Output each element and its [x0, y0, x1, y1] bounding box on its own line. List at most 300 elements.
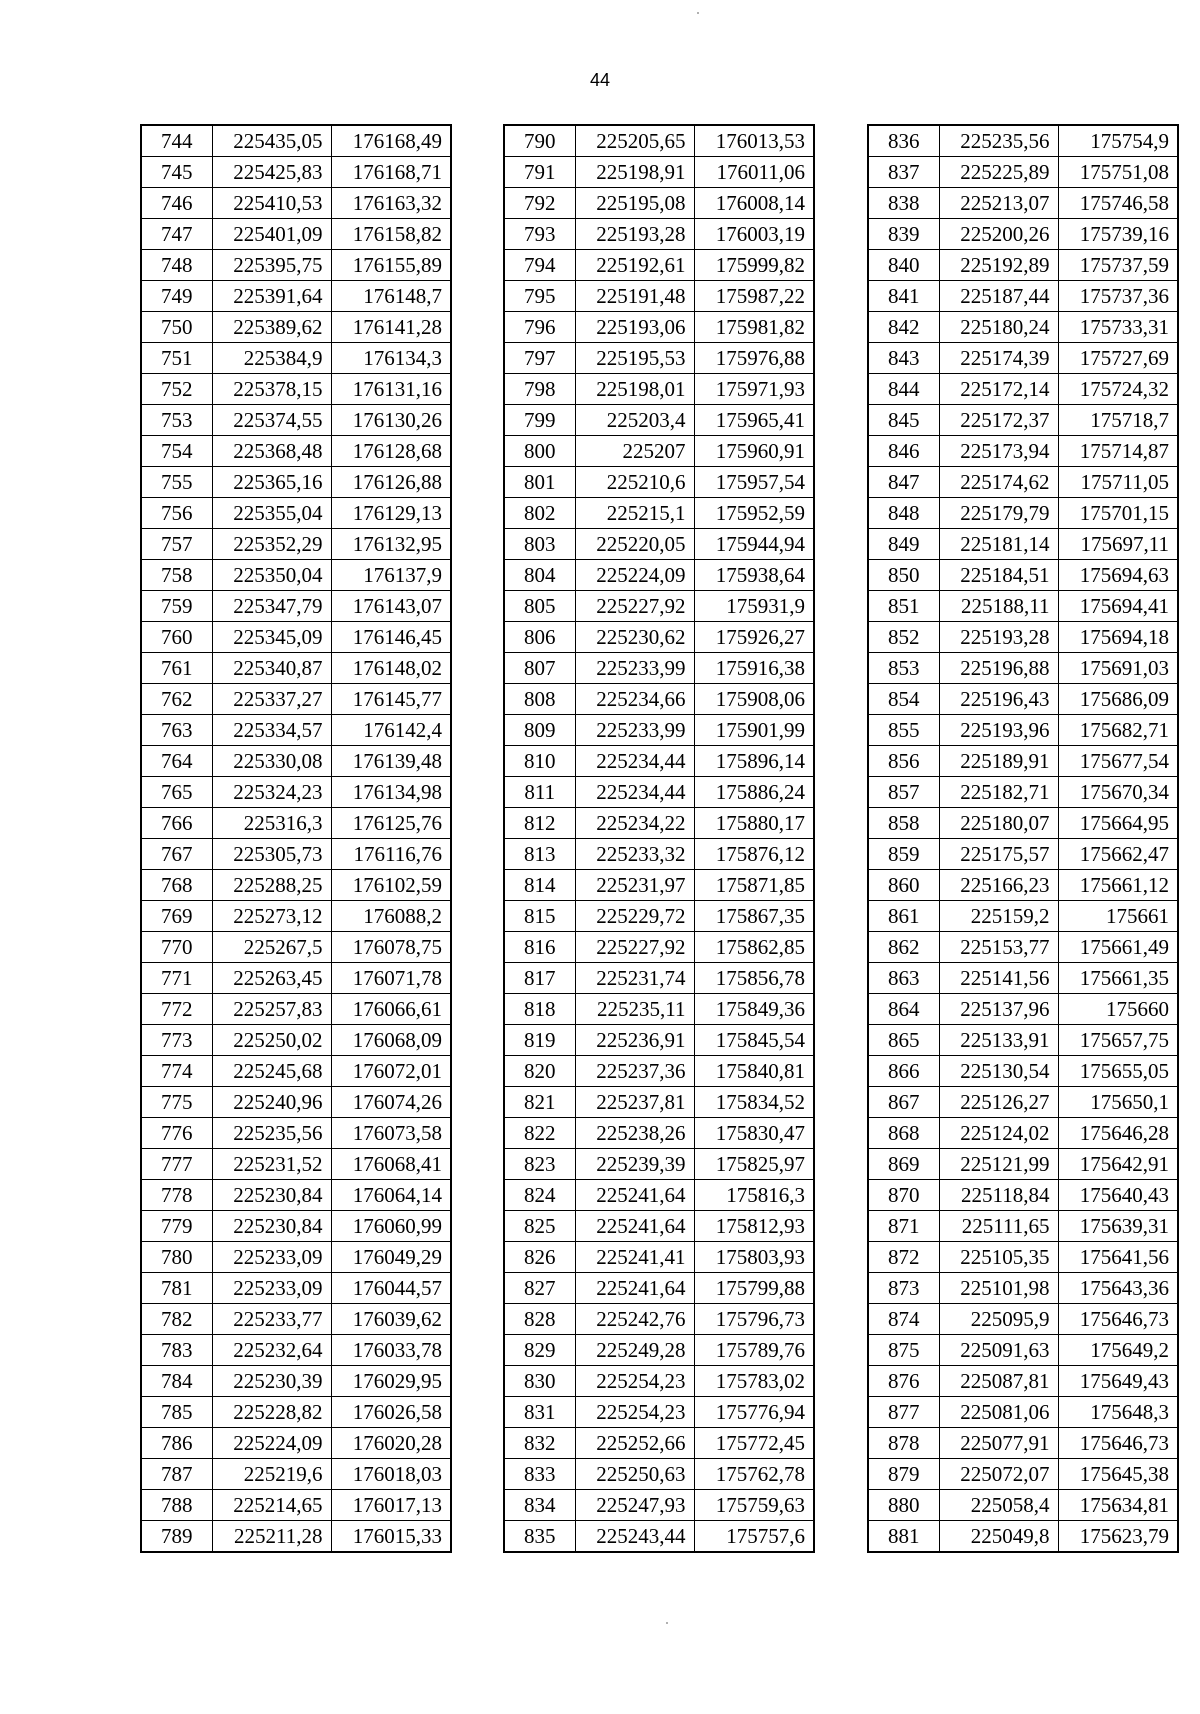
table-row — [141, 1211, 451, 1242]
table-row — [868, 188, 1178, 219]
y-coordinate-cell: 175694,18 — [1058, 622, 1178, 653]
y-coordinate-cell: 175751,08 — [1058, 157, 1178, 188]
y-coordinate-cell: 176026,58 — [331, 1397, 451, 1428]
point-number-cell: 836 — [868, 125, 939, 157]
table-row — [504, 746, 814, 777]
point-number-cell: 807 — [504, 653, 575, 684]
y-coordinate-cell: 176141,28 — [331, 312, 451, 343]
y-coordinate-cell: 175657,75 — [1058, 1025, 1178, 1056]
y-coordinate-cell: 175645,38 — [1058, 1459, 1178, 1490]
point-number-cell: 840 — [868, 250, 939, 281]
point-number-cell: 763 — [141, 715, 212, 746]
point-number-cell: 805 — [504, 591, 575, 622]
y-coordinate-cell: 175871,85 — [694, 870, 814, 901]
table-row — [868, 219, 1178, 250]
point-number-cell: 757 — [141, 529, 212, 560]
y-coordinate-cell: 175737,36 — [1058, 281, 1178, 312]
y-coordinate-cell: 176146,45 — [331, 622, 451, 653]
y-coordinate-cell: 175642,91 — [1058, 1149, 1178, 1180]
y-coordinate-cell: 175623,79 — [1058, 1521, 1178, 1553]
table-row — [868, 1087, 1178, 1118]
table-row — [504, 1490, 814, 1521]
y-coordinate-cell: 175759,63 — [694, 1490, 814, 1521]
x-coordinate-cell: 225184,51 — [939, 560, 1058, 591]
x-coordinate-cell: 225081,06 — [939, 1397, 1058, 1428]
point-number-cell: 839 — [868, 219, 939, 250]
x-coordinate-cell: 225257,83 — [212, 994, 331, 1025]
table-row — [141, 157, 451, 188]
x-coordinate-cell: 225077,91 — [939, 1428, 1058, 1459]
table-row — [141, 684, 451, 715]
y-coordinate-cell: 175944,94 — [694, 529, 814, 560]
x-coordinate-cell: 225230,39 — [212, 1366, 331, 1397]
x-coordinate-cell: 225121,99 — [939, 1149, 1058, 1180]
x-coordinate-cell: 225192,61 — [575, 250, 694, 281]
x-coordinate-cell: 225435,05 — [212, 125, 331, 157]
table-row — [868, 560, 1178, 591]
x-coordinate-cell: 225254,23 — [575, 1397, 694, 1428]
table-row — [504, 1366, 814, 1397]
y-coordinate-cell: 175650,1 — [1058, 1087, 1178, 1118]
y-coordinate-cell: 175957,54 — [694, 467, 814, 498]
x-coordinate-cell: 225200,26 — [939, 219, 1058, 250]
point-number-cell: 804 — [504, 560, 575, 591]
x-coordinate-cell: 225229,72 — [575, 901, 694, 932]
x-coordinate-cell: 225214,65 — [212, 1490, 331, 1521]
table-row — [141, 1459, 451, 1490]
x-coordinate-cell: 225410,53 — [212, 188, 331, 219]
x-coordinate-cell: 225195,53 — [575, 343, 694, 374]
y-coordinate-cell: 176011,06 — [694, 157, 814, 188]
x-coordinate-cell: 225241,64 — [575, 1180, 694, 1211]
table-row — [504, 1180, 814, 1211]
x-coordinate-cell: 225049,8 — [939, 1521, 1058, 1553]
table-row — [141, 1490, 451, 1521]
y-coordinate-cell: 175661,49 — [1058, 932, 1178, 963]
x-coordinate-cell: 225230,84 — [212, 1180, 331, 1211]
table-row — [504, 1304, 814, 1335]
table-row — [141, 808, 451, 839]
x-coordinate-cell: 225210,6 — [575, 467, 694, 498]
y-coordinate-cell: 176088,2 — [331, 901, 451, 932]
y-coordinate-cell: 175648,3 — [1058, 1397, 1178, 1428]
y-coordinate-cell: 175896,14 — [694, 746, 814, 777]
table-row — [504, 125, 814, 157]
point-number-cell: 775 — [141, 1087, 212, 1118]
point-number-cell: 877 — [868, 1397, 939, 1428]
y-coordinate-cell: 175926,27 — [694, 622, 814, 653]
table-row — [504, 1118, 814, 1149]
x-coordinate-cell: 225384,9 — [212, 343, 331, 374]
point-number-cell: 751 — [141, 343, 212, 374]
y-coordinate-cell: 176139,48 — [331, 746, 451, 777]
table-row — [504, 529, 814, 560]
point-number-cell: 764 — [141, 746, 212, 777]
y-coordinate-cell: 175825,97 — [694, 1149, 814, 1180]
x-coordinate-cell: 225133,91 — [939, 1025, 1058, 1056]
x-coordinate-cell: 225243,44 — [575, 1521, 694, 1553]
point-number-cell: 799 — [504, 405, 575, 436]
y-coordinate-cell: 175981,82 — [694, 312, 814, 343]
y-coordinate-cell: 176066,61 — [331, 994, 451, 1025]
y-coordinate-cell: 175796,73 — [694, 1304, 814, 1335]
y-coordinate-cell: 176128,68 — [331, 436, 451, 467]
y-coordinate-cell: 176020,28 — [331, 1428, 451, 1459]
point-number-cell: 755 — [141, 467, 212, 498]
point-number-cell: 834 — [504, 1490, 575, 1521]
y-coordinate-cell: 176125,76 — [331, 808, 451, 839]
table-row — [504, 219, 814, 250]
y-coordinate-cell: 175686,09 — [1058, 684, 1178, 715]
y-coordinate-cell: 175849,36 — [694, 994, 814, 1025]
table-row — [868, 777, 1178, 808]
point-number-cell: 868 — [868, 1118, 939, 1149]
table-row — [868, 1428, 1178, 1459]
point-number-cell: 810 — [504, 746, 575, 777]
point-number-cell: 808 — [504, 684, 575, 715]
point-number-cell: 848 — [868, 498, 939, 529]
point-number-cell: 820 — [504, 1056, 575, 1087]
y-coordinate-cell: 175816,3 — [694, 1180, 814, 1211]
x-coordinate-cell: 225228,82 — [212, 1397, 331, 1428]
table-row — [141, 963, 451, 994]
point-number-cell: 850 — [868, 560, 939, 591]
x-coordinate-cell: 225225,89 — [939, 157, 1058, 188]
point-number-cell: 845 — [868, 405, 939, 436]
x-coordinate-cell: 225180,24 — [939, 312, 1058, 343]
table-row — [868, 1025, 1178, 1056]
y-coordinate-cell: 175660 — [1058, 994, 1178, 1025]
table-row — [868, 715, 1178, 746]
table-row — [141, 622, 451, 653]
y-coordinate-cell: 176143,07 — [331, 591, 451, 622]
y-coordinate-cell: 176060,99 — [331, 1211, 451, 1242]
y-coordinate-cell: 175976,88 — [694, 343, 814, 374]
x-coordinate-cell: 225091,63 — [939, 1335, 1058, 1366]
table-row — [504, 870, 814, 901]
y-coordinate-cell: 176132,95 — [331, 529, 451, 560]
point-number-cell: 785 — [141, 1397, 212, 1428]
y-coordinate-cell: 175960,91 — [694, 436, 814, 467]
point-number-cell: 878 — [868, 1428, 939, 1459]
x-coordinate-cell: 225232,64 — [212, 1335, 331, 1366]
x-coordinate-cell: 225267,5 — [212, 932, 331, 963]
table-row — [141, 1056, 451, 1087]
point-number-cell: 822 — [504, 1118, 575, 1149]
table-row — [868, 1335, 1178, 1366]
table-row — [141, 1025, 451, 1056]
x-coordinate-cell: 225173,94 — [939, 436, 1058, 467]
y-coordinate-cell: 175762,78 — [694, 1459, 814, 1490]
y-coordinate-cell: 176129,13 — [331, 498, 451, 529]
y-coordinate-cell: 175772,45 — [694, 1428, 814, 1459]
table-row — [141, 932, 451, 963]
table-row — [504, 560, 814, 591]
y-coordinate-cell: 176158,82 — [331, 219, 451, 250]
x-coordinate-cell: 225233,09 — [212, 1273, 331, 1304]
y-coordinate-cell: 176130,26 — [331, 405, 451, 436]
point-number-cell: 781 — [141, 1273, 212, 1304]
table-row — [504, 498, 814, 529]
x-coordinate-cell: 225219,6 — [212, 1459, 331, 1490]
x-coordinate-cell: 225345,09 — [212, 622, 331, 653]
x-coordinate-cell: 225352,29 — [212, 529, 331, 560]
table-row — [868, 405, 1178, 436]
coordinate-table-3 — [867, 124, 1179, 1553]
y-coordinate-cell: 175901,99 — [694, 715, 814, 746]
x-coordinate-cell: 225072,07 — [939, 1459, 1058, 1490]
point-number-cell: 782 — [141, 1304, 212, 1335]
point-number-cell: 852 — [868, 622, 939, 653]
point-number-cell: 756 — [141, 498, 212, 529]
x-coordinate-cell: 225238,26 — [575, 1118, 694, 1149]
x-coordinate-cell: 225249,28 — [575, 1335, 694, 1366]
x-coordinate-cell: 225130,54 — [939, 1056, 1058, 1087]
point-number-cell: 747 — [141, 219, 212, 250]
x-coordinate-cell: 225166,23 — [939, 870, 1058, 901]
x-coordinate-cell: 225425,83 — [212, 157, 331, 188]
table-row — [868, 963, 1178, 994]
y-coordinate-cell: 176015,33 — [331, 1521, 451, 1553]
table-row — [504, 591, 814, 622]
table-row — [504, 684, 814, 715]
point-number-cell: 768 — [141, 870, 212, 901]
point-number-cell: 745 — [141, 157, 212, 188]
page-number: 44 — [589, 70, 611, 90]
point-number-cell: 867 — [868, 1087, 939, 1118]
x-coordinate-cell: 225245,68 — [212, 1056, 331, 1087]
point-number-cell: 870 — [868, 1180, 939, 1211]
x-coordinate-cell: 225179,79 — [939, 498, 1058, 529]
y-coordinate-cell: 176126,88 — [331, 467, 451, 498]
x-coordinate-cell: 225365,16 — [212, 467, 331, 498]
y-coordinate-cell: 176134,98 — [331, 777, 451, 808]
x-coordinate-cell: 225233,99 — [575, 653, 694, 684]
point-number-cell: 748 — [141, 250, 212, 281]
x-coordinate-cell: 225205,65 — [575, 125, 694, 157]
table-row — [504, 994, 814, 1025]
y-coordinate-cell: 175655,05 — [1058, 1056, 1178, 1087]
table-row — [868, 994, 1178, 1025]
point-number-cell: 753 — [141, 405, 212, 436]
y-coordinate-cell: 176049,29 — [331, 1242, 451, 1273]
point-number-cell: 833 — [504, 1459, 575, 1490]
table-row — [141, 994, 451, 1025]
y-coordinate-cell: 176018,03 — [331, 1459, 451, 1490]
x-coordinate-cell: 225101,98 — [939, 1273, 1058, 1304]
table-row — [868, 374, 1178, 405]
table-row — [141, 777, 451, 808]
y-coordinate-cell: 175739,16 — [1058, 219, 1178, 250]
point-number-cell: 772 — [141, 994, 212, 1025]
point-number-cell: 847 — [868, 467, 939, 498]
x-coordinate-cell: 225187,44 — [939, 281, 1058, 312]
point-number-cell: 758 — [141, 560, 212, 591]
point-number-cell: 792 — [504, 188, 575, 219]
y-coordinate-cell: 176145,77 — [331, 684, 451, 715]
table-row — [504, 808, 814, 839]
point-number-cell: 786 — [141, 1428, 212, 1459]
point-number-cell: 809 — [504, 715, 575, 746]
table-row — [504, 839, 814, 870]
y-coordinate-cell: 176134,3 — [331, 343, 451, 374]
x-coordinate-cell: 225203,4 — [575, 405, 694, 436]
point-number-cell: 774 — [141, 1056, 212, 1087]
x-coordinate-cell: 225241,64 — [575, 1273, 694, 1304]
table-row — [868, 312, 1178, 343]
point-number-cell: 856 — [868, 746, 939, 777]
x-coordinate-cell: 225058,4 — [939, 1490, 1058, 1521]
x-coordinate-cell: 225231,52 — [212, 1149, 331, 1180]
table-row — [141, 529, 451, 560]
point-number-cell: 760 — [141, 622, 212, 653]
y-coordinate-cell: 176072,01 — [331, 1056, 451, 1087]
table-row — [504, 188, 814, 219]
table-row — [504, 250, 814, 281]
y-coordinate-cell: 176148,02 — [331, 653, 451, 684]
x-coordinate-cell: 225395,75 — [212, 250, 331, 281]
y-coordinate-cell: 176013,53 — [694, 125, 814, 157]
point-number-cell: 806 — [504, 622, 575, 653]
table-row — [141, 746, 451, 777]
y-coordinate-cell: 176039,62 — [331, 1304, 451, 1335]
table-row — [868, 839, 1178, 870]
x-coordinate-cell: 225355,04 — [212, 498, 331, 529]
point-number-cell: 770 — [141, 932, 212, 963]
y-coordinate-cell: 175682,71 — [1058, 715, 1178, 746]
table-row — [141, 1397, 451, 1428]
x-coordinate-cell: 225233,99 — [575, 715, 694, 746]
point-number-cell: 846 — [868, 436, 939, 467]
x-coordinate-cell: 225227,92 — [575, 932, 694, 963]
x-coordinate-cell: 225137,96 — [939, 994, 1058, 1025]
table-row — [141, 1273, 451, 1304]
point-number-cell: 829 — [504, 1335, 575, 1366]
y-coordinate-cell: 175856,78 — [694, 963, 814, 994]
table-row — [504, 405, 814, 436]
point-number-cell: 803 — [504, 529, 575, 560]
point-number-cell: 835 — [504, 1521, 575, 1553]
y-coordinate-cell: 175845,54 — [694, 1025, 814, 1056]
table-row — [141, 1087, 451, 1118]
x-coordinate-cell: 225368,48 — [212, 436, 331, 467]
point-number-cell: 843 — [868, 343, 939, 374]
point-number-cell: 788 — [141, 1490, 212, 1521]
y-coordinate-cell: 175694,63 — [1058, 560, 1178, 591]
point-number-cell: 875 — [868, 1335, 939, 1366]
point-number-cell: 866 — [868, 1056, 939, 1087]
point-number-cell: 776 — [141, 1118, 212, 1149]
x-coordinate-cell: 225153,77 — [939, 932, 1058, 963]
x-coordinate-cell: 225215,1 — [575, 498, 694, 529]
point-number-cell: 746 — [141, 188, 212, 219]
y-coordinate-cell: 176155,89 — [331, 250, 451, 281]
y-coordinate-cell: 175649,43 — [1058, 1366, 1178, 1397]
table-row — [141, 250, 451, 281]
y-coordinate-cell: 175662,47 — [1058, 839, 1178, 870]
point-number-cell: 838 — [868, 188, 939, 219]
point-number-cell: 795 — [504, 281, 575, 312]
y-coordinate-cell: 175880,17 — [694, 808, 814, 839]
y-coordinate-cell: 176116,76 — [331, 839, 451, 870]
point-number-cell: 777 — [141, 1149, 212, 1180]
y-coordinate-cell: 175711,05 — [1058, 467, 1178, 498]
y-coordinate-cell: 175776,94 — [694, 1397, 814, 1428]
table-row — [868, 1211, 1178, 1242]
point-number-cell: 830 — [504, 1366, 575, 1397]
table-row — [504, 1273, 814, 1304]
y-coordinate-cell: 175661 — [1058, 901, 1178, 932]
point-number-cell: 842 — [868, 312, 939, 343]
y-coordinate-cell: 176068,09 — [331, 1025, 451, 1056]
table-row — [504, 1397, 814, 1428]
y-coordinate-cell: 175649,2 — [1058, 1335, 1178, 1366]
x-coordinate-cell: 225189,91 — [939, 746, 1058, 777]
y-coordinate-cell: 175971,93 — [694, 374, 814, 405]
y-coordinate-cell: 175733,31 — [1058, 312, 1178, 343]
point-number-cell: 849 — [868, 529, 939, 560]
y-coordinate-cell: 175737,59 — [1058, 250, 1178, 281]
y-coordinate-cell: 176142,4 — [331, 715, 451, 746]
table-row — [868, 684, 1178, 715]
point-number-cell: 765 — [141, 777, 212, 808]
y-coordinate-cell: 175664,95 — [1058, 808, 1178, 839]
table-row — [141, 1242, 451, 1273]
x-coordinate-cell: 225241,41 — [575, 1242, 694, 1273]
x-coordinate-cell: 225239,39 — [575, 1149, 694, 1180]
table-row — [504, 901, 814, 932]
x-coordinate-cell: 225172,37 — [939, 405, 1058, 436]
x-coordinate-cell: 225235,56 — [939, 125, 1058, 157]
x-coordinate-cell: 225391,64 — [212, 281, 331, 312]
table-row — [504, 777, 814, 808]
table-row — [504, 436, 814, 467]
point-number-cell: 860 — [868, 870, 939, 901]
point-number-cell: 766 — [141, 808, 212, 839]
x-coordinate-cell: 225233,77 — [212, 1304, 331, 1335]
table-row — [141, 498, 451, 529]
table-row — [868, 901, 1178, 932]
y-coordinate-cell: 176044,57 — [331, 1273, 451, 1304]
table-row — [868, 1459, 1178, 1490]
point-number-cell: 794 — [504, 250, 575, 281]
point-number-cell: 872 — [868, 1242, 939, 1273]
x-coordinate-cell: 225141,56 — [939, 963, 1058, 994]
table-row — [141, 1118, 451, 1149]
point-number-cell: 828 — [504, 1304, 575, 1335]
x-coordinate-cell: 225273,12 — [212, 901, 331, 932]
x-coordinate-cell: 225195,08 — [575, 188, 694, 219]
table-row — [868, 1366, 1178, 1397]
y-coordinate-cell: 176168,71 — [331, 157, 451, 188]
y-coordinate-cell: 175697,11 — [1058, 529, 1178, 560]
point-number-cell: 744 — [141, 125, 212, 157]
table-row — [141, 219, 451, 250]
point-number-cell: 853 — [868, 653, 939, 684]
table-row — [504, 1335, 814, 1366]
point-number-cell: 814 — [504, 870, 575, 901]
x-coordinate-cell: 225207 — [575, 436, 694, 467]
x-coordinate-cell: 225174,39 — [939, 343, 1058, 374]
point-number-cell: 851 — [868, 591, 939, 622]
point-number-cell: 862 — [868, 932, 939, 963]
point-number-cell: 815 — [504, 901, 575, 932]
table-row — [141, 405, 451, 436]
x-coordinate-cell: 225118,84 — [939, 1180, 1058, 1211]
x-coordinate-cell: 225087,81 — [939, 1366, 1058, 1397]
x-coordinate-cell: 225193,96 — [939, 715, 1058, 746]
table-row — [868, 1118, 1178, 1149]
